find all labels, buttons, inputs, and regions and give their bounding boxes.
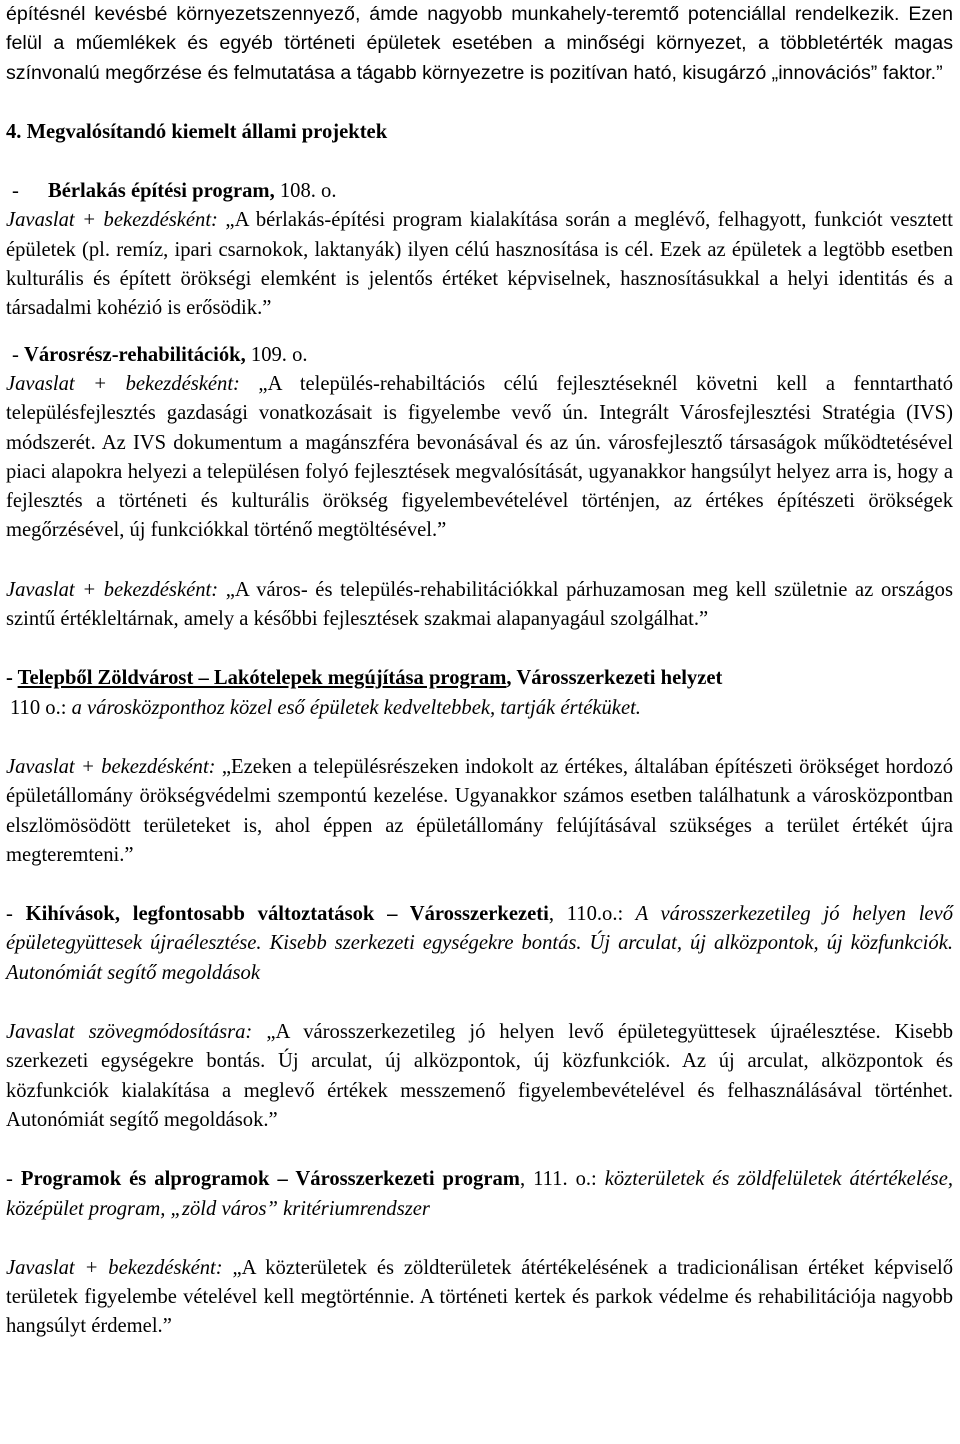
berlakas-title: Bérlakás építési program, [48,180,275,203]
telepbol-note: a városközponthoz közel eső épületek kedveltebbek, tartják értéküket. [66,696,641,719]
programok-title: Programok és alprogramok – Városszerkezeti program [20,1168,520,1191]
intro-paragraph [6,0,953,88]
varosresz-label: Javaslat + bekezdésként: [6,372,240,395]
varosresz-title: Városrész-rehabilitációk, [24,343,246,366]
varosresz-text: „A település-rehabiltációs célú fejlesztéseknél követni kell a fenntartható településfejlesztés gazdasági vonatkozásait is figyelembe vevő ún. Integrált Városfejlesztési Stratégia (IVS) módszerét. Az IVS dokumentum a magánszféra bevonásával és az ún. városfejlesztő társaságok működtetésével piaci alapokra helyezi a településen folyó fejlesztések megvalósítását, ugyanakkor hangsúlyt helyez arra is, hogy a fejlesztés a történeti és kulturális örökség figyelembevételével történjen, az értékes építészeti örökségek megőrzésével, új funkciókkal történő megtöltésével.” [6,372,953,542]
programok-heading [6,1165,953,1224]
berlakas-heading [6,177,953,206]
varosresz-text-2: „A város- és település-rehabilitációkkal párhuzamosan meg kell születnie az országos szintű értékleltárnak, amely a későbbi fejlesztések szakmai alapanyagául szolgálhat.” [6,578,953,631]
berlakas-dash: - [12,180,25,203]
telepbol-label: Javaslat + bekezdésként: [6,755,216,778]
telepbol-paragraph [6,753,953,870]
intro-text: építésnél kevésbé környezetszennyező, ámde nagyobb munkahely-teremtő potenciállal rendelkezik. Ezen felül a műemlékek és egyéb történeti épületek esetében a minőségi környezet, a többletérték magas színvonalú megőrzése és felmutatása a tágabb környezetre is pozitívan ható, kisugárzó „innovációs” faktor.” [6,3,953,84]
programok-paragraph [6,1254,953,1342]
kihivasok-label: Javaslat szövegmódosításra: [6,1021,253,1044]
kihivasok-title: Kihívások, legfontosabb változtatások – Városszerkezeti [25,903,549,926]
programok-page: , 111. o.: [519,1168,597,1191]
kihivasok-paragraph [6,1018,953,1135]
telepbol-dash: - [6,667,18,690]
telepbol-title-2: Városszerkezeti helyzet [516,667,723,690]
kihivasok-heading [6,900,953,988]
berlakas-label: Javaslat + bekezdésként: [6,209,218,232]
berlakas-text: „A bérlakás-építési program kialakítása során a meglévő, felhagyott, funkciót vesztett épületek (pl. remíz, ipari csarnokok, laktanyák) ilyen célú hasznosítása is cél. Ezek az épületek a legtöbb esetben kulturális és épített örökségi elemként is jelentős értéket képviselnek, hasznosításukkal a helyi identitás és a társadalmi kohézió is erősödik.” [6,209,953,320]
varosresz-label-2: Javaslat + bekezdésként: [6,578,219,601]
varosresz-paragraph-2 [6,576,953,635]
varosresz-dash: - [12,343,25,366]
section-4-heading: 4. Megvalósítandó kiemelt állami projektek [6,120,388,143]
telepbol-text: „Ezeken a településrészeken indokolt az értékes, általában építészeti örökséget hordozó épületállomány örökségvédelmi szempontú kezelése. Ugyanakkor számos esetben találhatunk a városközpontban elszlömösödött területeket is, ahol éppen az épületállomány felújításával szükséges a terület értékét újra megteremteni.” [6,755,953,866]
berlakas-paragraph [6,206,953,323]
programok-text: „A közterületek és zöldterületek átértékelésének a tradicionálisan értéket képviselő területek figyelembe vételével kell megtörténnie. A történeti kertek és parkok védelme és rehabilitációja nagyobb hangsúlyt érdemel.” [6,1256,954,1338]
telepbol-heading [6,664,953,693]
kihivasok-note: A városszerkezetileg jó helyen levő épületegyüttesek újraélesztése. Kisebb szerkezeti egységekre bontás. Új arculat, új alközpontok, új közfunkciók. Autonómiát segítő megoldások [6,903,953,984]
varosresz-page: 109. o. [245,343,308,366]
kihivasok-dash: - [6,903,26,926]
programok-label: Javaslat + bekezdésként: [6,1256,223,1279]
kihivasok-text: „A városszerkezetileg jó helyen levő épületegyüttesek újraélesztése. Kisebb szerkezeti egységekre bontás. Új arculat, új alközpontok, új közfunkciók. Az új arculat, alközpontok és közfunkciók kialakítása a meglevő értékek messzemenő figyelembevételével és felhasználásával történhet. Autonómiát segítő megoldások.” [6,1021,953,1131]
programok-note: közterületek és zöldfelületek átértékelése, középület program, „zöld város” kritériumrendszer [6,1168,953,1220]
berlakas-page: 108. o. [274,180,337,203]
varosresz-paragraph [6,370,953,546]
kihivasok-page: , 110.o.: [548,903,624,926]
telepbol-title: Telepből Zöldvárost – Lakótelepek megújítása program [17,667,507,690]
telepbol-sep: , [506,667,517,690]
telepbol-page: 110 o.: [10,696,67,719]
varosresz-heading [6,341,953,370]
telepbol-note-line [6,694,953,723]
programok-dash: - [6,1168,21,1191]
